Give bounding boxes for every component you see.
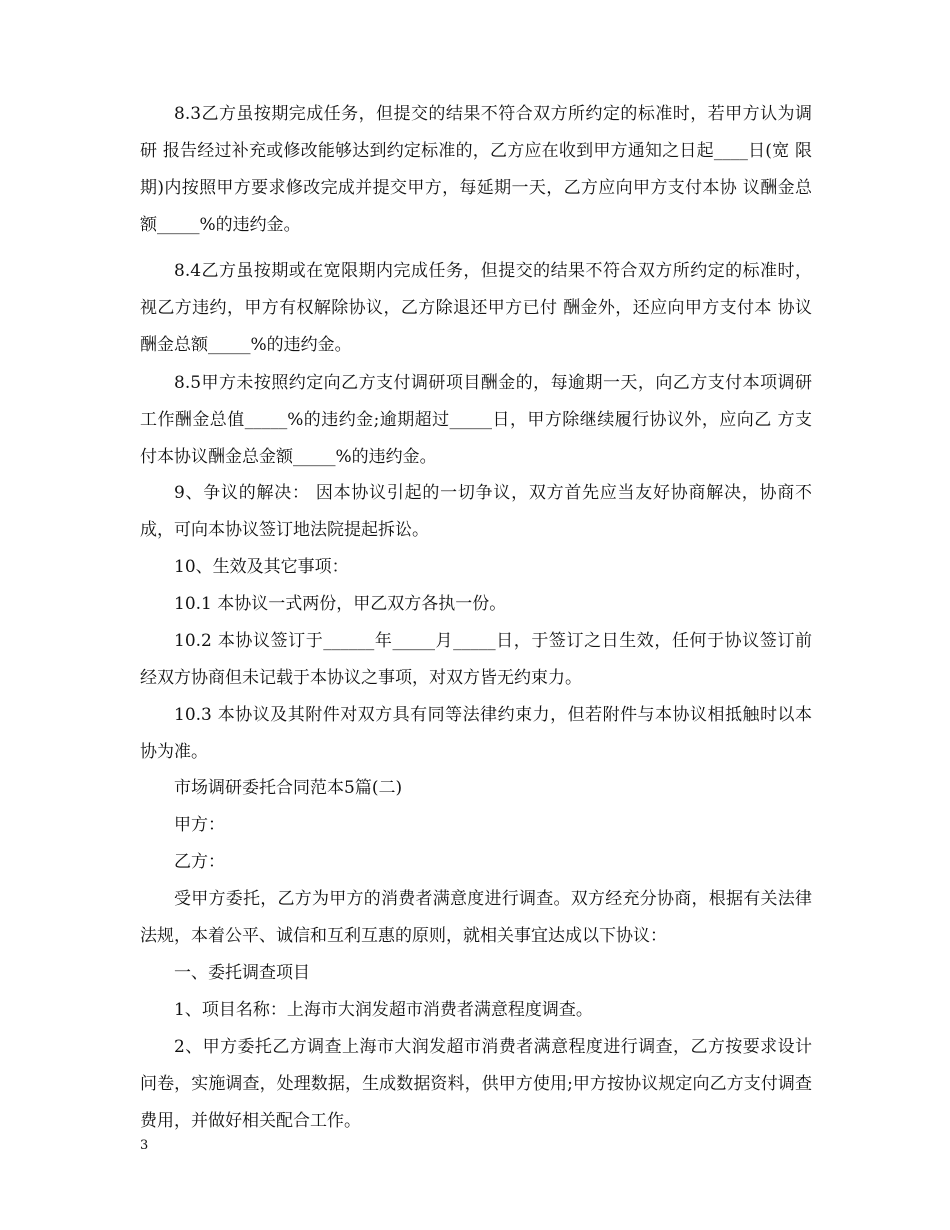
section-title: 市场调研委托合同范本5篇(二) [174, 778, 403, 798]
clause-10-1: 10.1 本协议一式两份，甲乙双方各执一份。 [174, 594, 507, 614]
item-1-heading: 一、委托调查项目 [174, 963, 310, 983]
clause-8-5: 8.5甲方未按照约定向乙方支付调研项目酬金的，每逾期一天，向乙方支付本项调研工作酬金总值_____%的违约金;逾期超过_____日，甲方除继续履行协议外，应向乙 方支付本协议酬金总金额_____%的违约金。 [140, 373, 812, 467]
clause-9-dispute: 9、争议的解决： 因本协议引起的一切争议，双方首先应当友好协商解决，协商不成，可向本协议签订地法院提起拆讼。 [140, 483, 812, 540]
item-1-1: 1、项目名称：上海市大润发超市消费者满意程度调查。 [174, 1000, 593, 1020]
clause-10-2: 10.2 本协议签订于______年_____月_____日，于签订之日生效，任何于协议签订前经双方协商但未记载于本协议之事项，对双方皆无约束力。 [140, 631, 812, 688]
page-number: 3 [140, 1138, 149, 1153]
party-a: 甲方： [174, 815, 225, 835]
clause-10-heading: 10、生效及其它事项： [174, 557, 349, 577]
party-b: 乙方： [174, 852, 225, 872]
preamble: 受甲方委托，乙方为甲方的消费者满意度进行调查。双方经充分协商，根据有关法律法规，本着公平、诚信和互利互惠的原则，就相关事宜达成以下协议： [140, 889, 812, 946]
clause-10-3: 10.3 本协议及其附件对双方具有同等法律约束力，但若附件与本协议相抵触时以本协为准。 [140, 705, 812, 762]
item-1-2: 2、甲方委托乙方调查上海市大润发超市消费者满意程度进行调查，乙方按要求设计问卷，实施调查，处理数据，生成数据资料，供甲方使用;甲方按协议规定向乙方支付调查费用，并做好相关配合工作。 [140, 1037, 812, 1131]
clause-8-4: 8.4乙方虽按期或在宽限期内完成任务，但提交的结果不符合双方所约定的标准时，视乙方违约，甲方有权解除协议，乙方除退还甲方已付 酬金外，还应向甲方支付本 协议酬金总额_____%的违约金。 [140, 261, 812, 355]
clause-8-3: 8.3乙方虽按期完成任务，但提交的结果不符合双方所约定的标准时，若甲方认为调研 报告经过补充或修改能够达到约定标准的，乙方应在收到甲方通知之日起____日(宽 限期)内按照甲方要求修改完成并提交甲方，每延期一天，乙方应向甲方支付本协 议酬金总额_____%的违约金。 [140, 104, 812, 235]
